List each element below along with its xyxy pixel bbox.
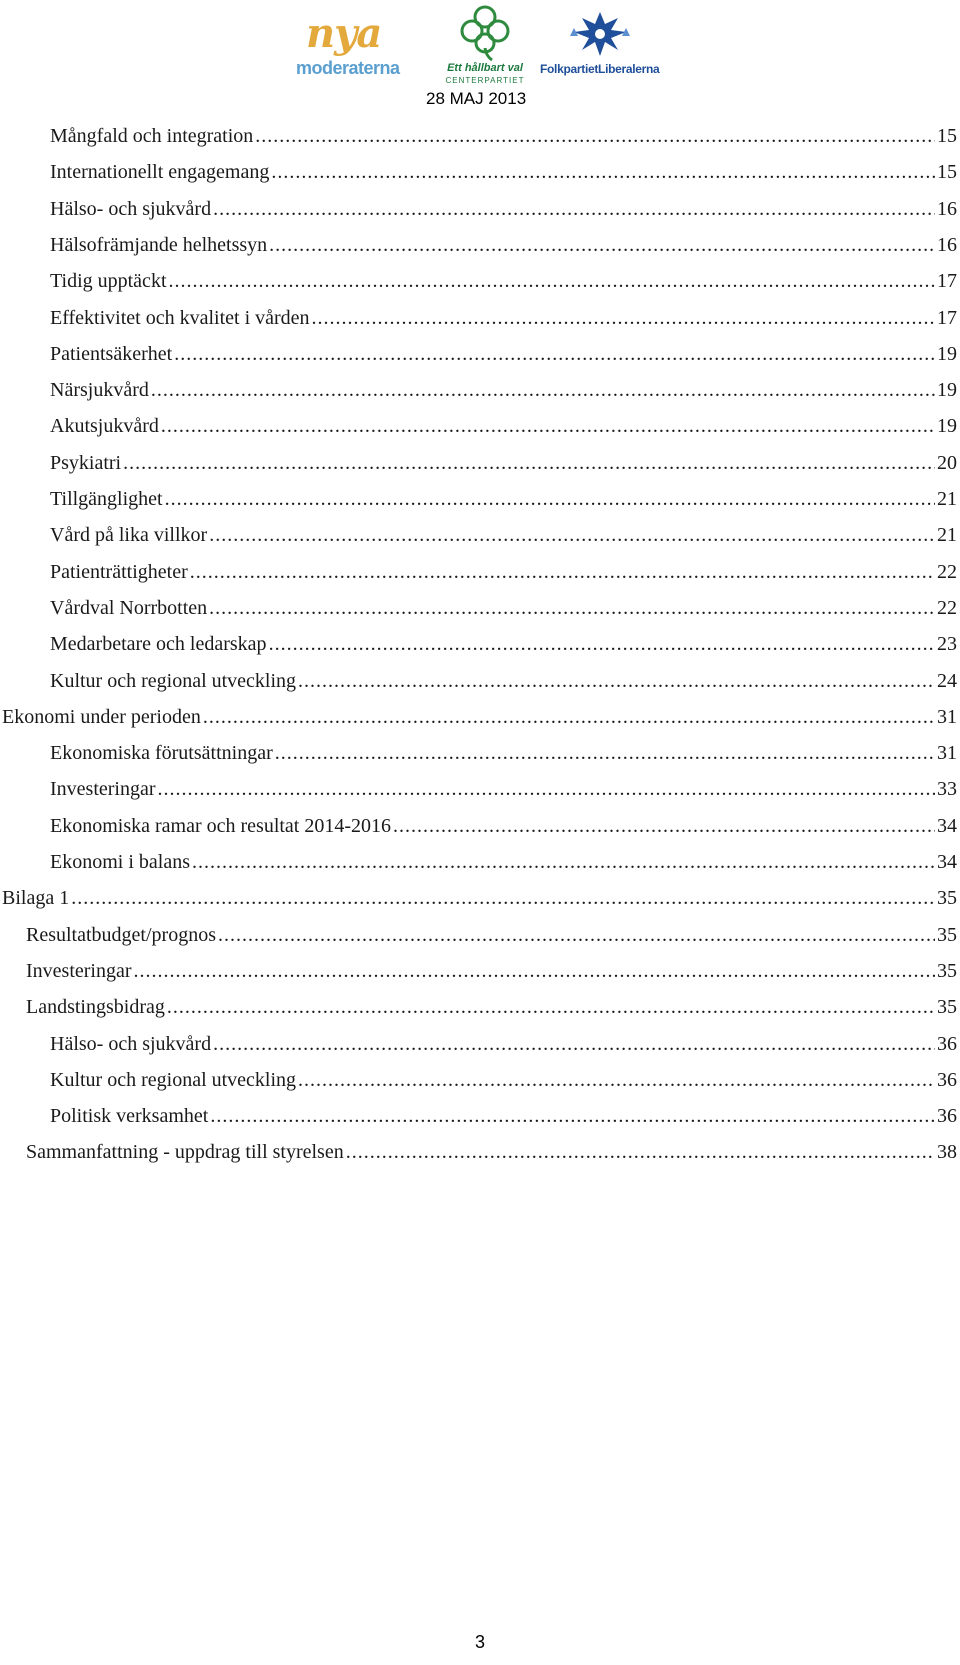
toc-leader-dots <box>218 920 935 950</box>
toc-entry-page: 35 <box>937 887 957 910</box>
moderaterna-logo-text: moderaterna <box>296 58 400 78</box>
moderaterna-logo <box>296 12 426 80</box>
toc-leader-dots <box>346 1137 935 1167</box>
toc-entry-label: Akutsjukvård <box>50 415 159 438</box>
page-header <box>0 0 960 118</box>
toc-leader-dots <box>71 883 935 913</box>
toc-entry[interactable] <box>50 303 957 333</box>
toc-leader-dots <box>269 230 935 260</box>
cornflower-icon <box>564 10 636 58</box>
toc-entry-page: 36 <box>937 1068 957 1091</box>
toc-entry-label: Tillgänglighet <box>50 488 163 510</box>
toc-entry[interactable] <box>2 702 957 732</box>
toc-entry[interactable] <box>50 411 957 441</box>
toc-leader-dots <box>209 593 935 623</box>
toc-entry-label: Hälsofrämjande helhetssyn <box>50 233 268 256</box>
toc-entry-label: Patienträttigheter <box>50 560 188 583</box>
toc-entry[interactable] <box>50 230 957 260</box>
toc-leader-dots <box>151 375 935 405</box>
toc-entry-label: Hälso- och sjukvård <box>50 197 212 220</box>
toc-entry-label: Investeringar <box>26 959 132 982</box>
toc-entry-label: Internationellt engagemang <box>50 161 270 184</box>
toc-entry[interactable] <box>2 883 957 913</box>
toc-leader-dots <box>269 629 935 659</box>
folkpartiet-logo <box>540 10 680 80</box>
toc-leader-dots <box>190 557 935 587</box>
toc-leader-dots <box>312 303 935 333</box>
toc-entry[interactable] <box>26 920 957 950</box>
toc-entry-page: 17 <box>937 270 957 293</box>
toc-entry-label: Vårdval Norrbotten <box>50 596 208 619</box>
toc-leader-dots <box>210 1101 935 1131</box>
toc-entry-page: 19 <box>937 379 957 402</box>
toc-leader-dots <box>134 956 935 986</box>
toc-entry-page: 16 <box>937 197 957 220</box>
toc-leader-dots <box>123 448 935 478</box>
toc-entry[interactable] <box>50 593 957 623</box>
toc-entry-label: Vård på lika villkor <box>50 524 208 547</box>
toc-leader-dots <box>174 339 935 369</box>
toc-entry[interactable] <box>50 1029 957 1059</box>
toc-entry-page: 38 <box>937 1141 957 1164</box>
toc-entry-page: 31 <box>937 742 957 765</box>
toc-leader-dots <box>271 157 935 187</box>
toc-entry[interactable] <box>50 194 957 224</box>
toc-entry-page: 21 <box>937 488 957 510</box>
toc-entry-label: Politisk verksamhet <box>50 1105 209 1128</box>
toc-entry-label: Bilaga 1 <box>2 887 70 910</box>
toc-entry-page: 36 <box>937 1032 957 1055</box>
toc-entry-page: 35 <box>937 959 957 982</box>
toc-entry-label: Hälso- och sjukvård <box>50 1032 212 1055</box>
toc-entry[interactable] <box>50 520 957 550</box>
toc-entry-page: 33 <box>937 778 957 801</box>
toc-leader-dots <box>169 266 936 296</box>
toc-entry[interactable] <box>50 339 957 369</box>
toc-entry-page: 19 <box>937 415 957 438</box>
toc-entry-label: Effektivitet och kvalitet i vården <box>50 306 310 329</box>
toc-entry-page: 15 <box>937 161 957 184</box>
centerpartiet-logo <box>445 4 525 86</box>
toc-entry[interactable] <box>26 1137 957 1167</box>
toc-entry-label: Ekonomiska förutsättningar <box>50 742 273 765</box>
toc-entry-label: Resultatbudget/prognos <box>26 923 216 946</box>
toc-entry-page: 21 <box>937 524 957 547</box>
toc-entry[interactable] <box>50 266 957 296</box>
toc-entry-page: 19 <box>937 342 957 365</box>
toc-leader-dots <box>255 121 935 151</box>
toc-leader-dots <box>165 484 935 514</box>
toc-entry-label: Tidig upptäckt <box>50 270 167 293</box>
clover-icon <box>458 4 512 62</box>
toc-entry-page: 22 <box>937 560 957 583</box>
toc-entry-label: Medarbetare och ledarskap <box>50 633 267 656</box>
toc-leader-dots <box>209 520 935 550</box>
toc-leader-dots <box>158 774 935 804</box>
toc-entry-page: 23 <box>937 633 957 656</box>
toc-entry-label: Kultur och regional utveckling <box>50 1068 297 1091</box>
toc-entry-label: Ekonomi under perioden <box>2 705 201 728</box>
toc-entry-page: 34 <box>937 814 957 837</box>
toc-entry-label: Ekonomi i balans <box>50 851 190 873</box>
toc-leader-dots <box>298 1065 935 1095</box>
toc-entry[interactable] <box>26 956 957 986</box>
toc-entry[interactable] <box>50 847 957 877</box>
toc-entry[interactable] <box>50 1101 957 1131</box>
toc-leader-dots <box>275 738 935 768</box>
toc-leader-dots <box>213 194 935 224</box>
toc-entry[interactable] <box>26 992 957 1022</box>
toc-entry[interactable] <box>50 811 957 841</box>
toc-leader-dots <box>298 666 935 696</box>
toc-entry[interactable] <box>50 1065 957 1095</box>
page-number: 3 <box>474 1632 485 1652</box>
toc-entry[interactable] <box>50 666 957 696</box>
toc-entry-page: 36 <box>937 1105 957 1128</box>
toc-entry-label: Närsjukvård <box>50 379 149 402</box>
toc-leader-dots <box>393 811 935 841</box>
toc-entry-label: Sammanfattning - uppdrag till styrelsen <box>26 1141 344 1164</box>
toc-entry[interactable] <box>50 448 957 478</box>
toc-entry-label: Kultur och regional utveckling <box>50 669 297 692</box>
toc-entry-label: Mångfald och integration <box>50 125 254 147</box>
toc-entry[interactable] <box>50 557 957 587</box>
toc-entry[interactable] <box>50 484 957 514</box>
toc-entry-label: Landstingsbidrag <box>26 996 165 1019</box>
toc-entry-label: Psykiatri <box>50 451 122 474</box>
folkpartiet-logo-text: FolkpartietLiberalerna <box>540 62 660 76</box>
centerpartiet-logo-text: CENTERPARTIET <box>445 76 525 85</box>
toc-leader-dots <box>203 702 935 732</box>
toc-entry-page: 15 <box>937 125 957 147</box>
toc-entry[interactable] <box>50 774 957 804</box>
document-date: 28 MAJ 2013 <box>426 89 527 108</box>
toc-entry[interactable] <box>50 629 957 659</box>
centerpartiet-logo-slogan: Ett hållbart val <box>447 62 523 74</box>
toc-entry-label: Investeringar <box>50 778 156 801</box>
toc-leader-dots <box>167 992 935 1022</box>
toc-entry-page: 35 <box>937 923 957 946</box>
toc-entry[interactable] <box>50 738 957 768</box>
toc-entry[interactable] <box>50 375 957 405</box>
toc-entry-page: 34 <box>937 851 957 873</box>
moderaterna-logo-top: nya <box>306 10 382 57</box>
toc-leader-dots <box>213 1029 935 1059</box>
toc-entry-page: 17 <box>937 306 957 329</box>
toc-leader-dots <box>161 411 935 441</box>
toc-entry-page: 22 <box>937 596 957 619</box>
toc-entry-page: 20 <box>937 451 957 474</box>
toc-entry[interactable] <box>50 157 957 187</box>
toc-entry[interactable] <box>50 121 957 151</box>
toc-entry-page: 35 <box>937 996 957 1019</box>
toc-entry-label: Ekonomiska ramar och resultat 2014-2016 <box>50 814 392 837</box>
toc-entry-page: 31 <box>937 705 957 728</box>
toc-entry-label: Patientsäkerhet <box>50 342 173 365</box>
toc-leader-dots <box>192 847 935 877</box>
toc-entry-page: 16 <box>937 233 957 256</box>
toc-entry-page: 24 <box>937 669 957 692</box>
